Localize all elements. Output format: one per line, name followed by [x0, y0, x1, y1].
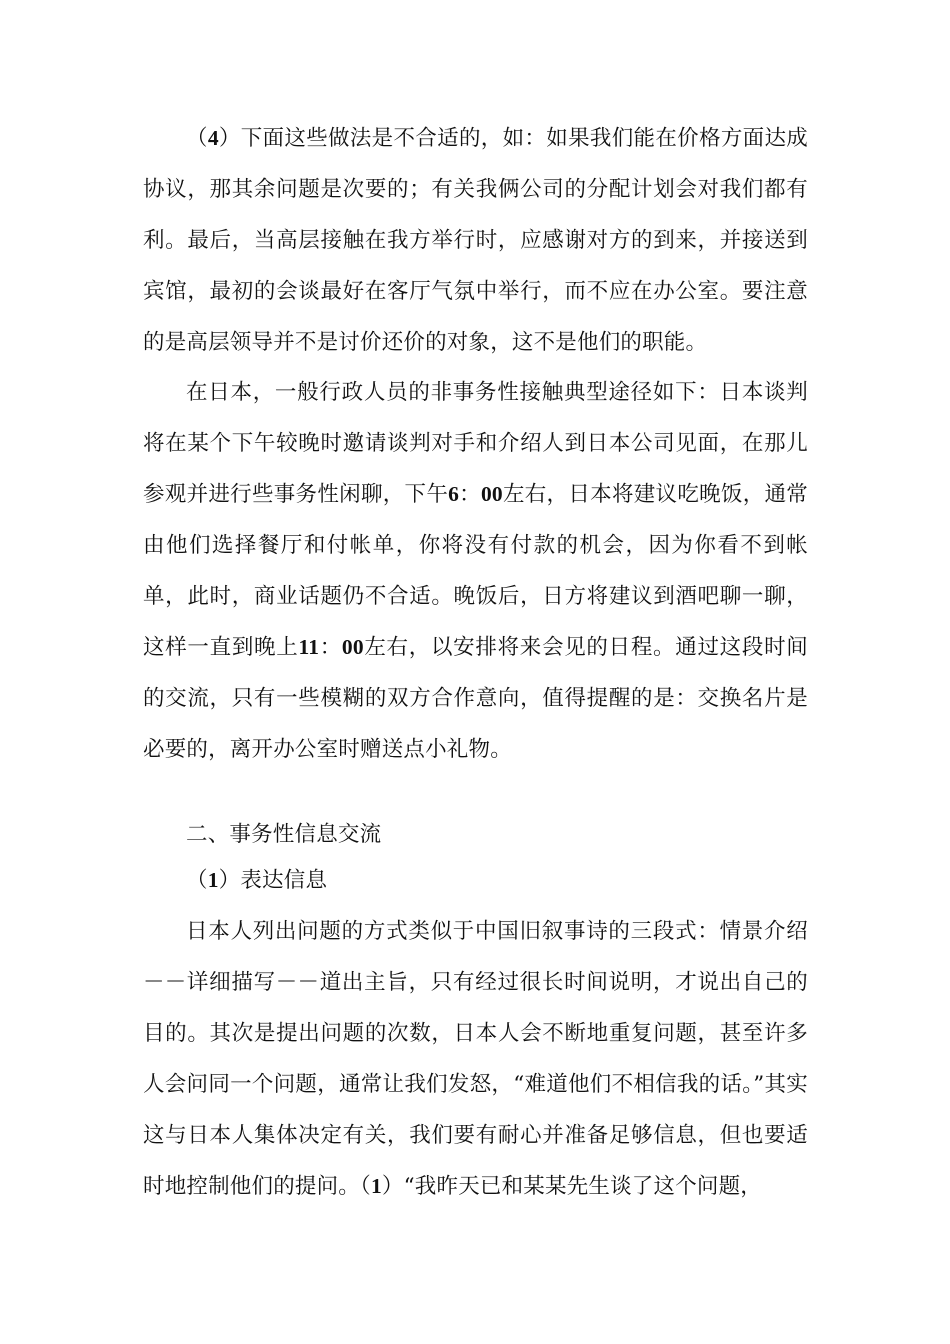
text-run: ：: [319, 635, 342, 660]
text-run: ）下面这些做法是不合适的，如：如果我们能在价格方面达成协议，那其余问题是次要的；有关我俩公司的分配计划会对我们都有利。最后，当高层接触在我方举行时，应感谢对方的到来，并接送到宾馆，最初的会谈最好在客厅气氛中举行，而不应在办公室。要注意的是高层领导并不是讨价还价的对象，这不是他们的职能。: [143, 126, 808, 355]
text-run: 二、事务性信息交流: [186, 822, 382, 847]
text-run: ）“我昨天已和某某先生谈了这个问题，: [381, 1174, 762, 1199]
text-run: ：: [459, 482, 481, 507]
paragraph-expressing-information: [143, 906, 808, 1212]
text-run: （: [186, 868, 208, 893]
text-run: ）表达信息: [218, 868, 328, 893]
text-run-number: 6: [448, 482, 460, 506]
text-run: 在日本，一般行政人员的非事务性接触典型途径如下：日本谈判将在某个下午较晚时邀请谈判对手和介绍人到日本公司见面，在那儿参观并进行些事务性闲聊，下午: [143, 380, 808, 507]
text-run-number: 4: [207, 126, 219, 150]
text-run: （: [186, 126, 208, 151]
section-heading: [143, 813, 808, 857]
text-run-number: 00: [480, 482, 503, 506]
paragraph-japan-informal-contact: [143, 367, 808, 775]
text-run: 左右，日本将建议吃晚饭，通常由他们选择餐厅和付帐单，你将没有付款的机会，因为你看不到帐单，此时，商业话题仍不合适。晚饭后，日方将建议到酒吧聊一聊，这样一直到晚上: [143, 482, 808, 660]
text-run-number: 1: [207, 868, 219, 892]
text-run-number: 11: [298, 635, 320, 659]
subsection-heading: [143, 858, 808, 903]
text-run: 日本人列出问题的方式类似于中国旧叙事诗的三段式：情景介绍－－详细描写－－道出主旨，只有经过很长时间说明，才说出自己的目的。其次是提出问题的次数，日本人会不断地重复问题，甚至许多人会问同一个问题，通常让我们发怒，“难道他们不相信我的话。”其实这与日本人集体决定有关，我们要有耐心并准备足够信息，但也要适时地控制他们的提问。（: [143, 919, 808, 1199]
paragraph-high-level-contact: [143, 113, 808, 368]
text-run: 左右，以安排将来会见的日程。通过这段时间的交流，只有一些模糊的双方合作意向，值得提醒的是：交换名片是必要的，离开办公室时赠送点小礼物。: [143, 635, 808, 762]
text-run-number: 1: [370, 1174, 382, 1198]
text-run-number: 00: [341, 635, 364, 659]
